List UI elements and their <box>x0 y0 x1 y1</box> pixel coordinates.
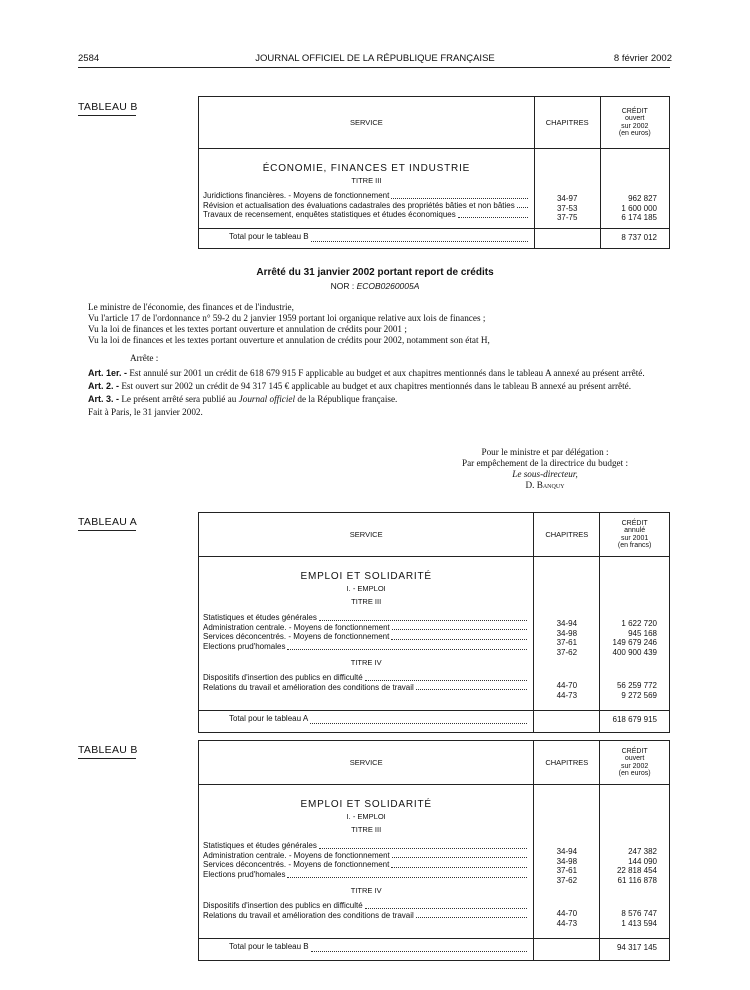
preamble-line: Le ministre de l'économie, des finances et de l'industrie, <box>88 302 294 312</box>
table-a-label: TABLEAU A <box>78 516 138 528</box>
service-cell <box>199 149 535 229</box>
titre-heading: TITRE IV <box>350 885 382 895</box>
chapitre-cell: 34-97 37-53 37-75 <box>534 149 600 229</box>
article-2: Art. 2. - Est ouvert sur 2002 un crédit de 94 317 145 € applicable au budget et aux chapitres mentionnés dans le tableau B annexé au présent arrêté. <box>88 381 632 391</box>
arrete-title: Arrêté du 31 janvier 2002 portant report de crédits <box>256 267 494 278</box>
col-header-credit: CRÉDIT ouvert sur 2002 (en euros) <box>600 741 670 785</box>
service-cell <box>199 557 534 711</box>
table-top-label-rule <box>78 115 136 116</box>
article-3: Art. 3. - Le présent arrêté sera publié au Journal officiel de la République française. <box>88 394 398 404</box>
table-row: Elections prud'homales <box>203 642 529 652</box>
col-header-credit: CRÉDIT annulé sur 2001 (en francs) <box>600 513 670 557</box>
total-label-cell: Total pour le tableau B <box>199 229 535 249</box>
journal-title: JOURNAL OFFICIEL DE LA RÉPUBLIQUE FRANÇAISE <box>255 53 495 64</box>
arrete-word: Arrête : <box>130 353 159 363</box>
table-row: Relations du travail et amélioration des conditions de travail <box>203 911 529 921</box>
department-title: ÉCONOMIE, FINANCES ET INDUSTRIE <box>262 163 471 174</box>
total-amount: 94 317 145 <box>600 939 670 961</box>
preamble-line: Vu la loi de finances et les textes portant ouverture et annulation de crédits pour 2001 ; <box>88 324 407 334</box>
articles <box>78 368 670 418</box>
table-row: Services déconcentrés. - Moyens de fonctionnement <box>203 632 529 642</box>
total-amount: 618 679 915 <box>600 711 670 733</box>
table-b-label: TABLEAU B <box>78 744 138 756</box>
section-heading: I. - EMPLOI <box>346 812 386 821</box>
total-label-cell: Total pour le tableau B <box>199 939 534 961</box>
preamble-line: Vu l'article 17 de l'ordonnance n° 59-2 du 2 janvier 1959 portant loi organique relative aux lois de finances ; <box>88 313 486 323</box>
amount-cell: 247 382 144 090 22 818 454 61 116 878 8 576 747 1 413 594 <box>600 785 670 939</box>
table-row: Statistiques et études générales <box>203 841 529 851</box>
header-rule <box>78 67 670 68</box>
col-header-chapitres: CHAPITRES <box>534 513 600 557</box>
publication-date: 8 février 2002 <box>613 53 672 64</box>
nor-reference: NOR : ECOB0260005A <box>330 281 420 291</box>
table-a-label-rule <box>78 530 136 531</box>
col-header-credit: CRÉDIT ouvert sur 2002 (en euros) <box>600 97 669 149</box>
fait-a-paris: Fait à Paris, le 31 janvier 2002. <box>88 407 203 417</box>
total-label-cell: Total pour le tableau A <box>199 711 534 733</box>
table-top-label: TABLEAU B <box>78 101 138 113</box>
section-heading: I. - EMPLOI <box>346 584 386 593</box>
total-amount: 8 737 012 <box>600 229 669 249</box>
chapitre-cell: 34-94 34-98 37-61 37-62 44-70 44-73 <box>534 785 600 939</box>
col-header-service: SERVICE <box>199 741 534 785</box>
titre-heading: TITRE III <box>351 176 382 185</box>
table-row: Travaux de recensement, enquêtes statistiques et études économiques <box>203 210 530 220</box>
preamble <box>88 302 670 368</box>
table-row: Révision et actualisation des évaluations cadastrales des propriétés bâties et non bâties <box>203 201 530 211</box>
table-row: Dispositifs d'insertion des publics en difficulté <box>203 901 529 911</box>
preamble-line: Vu la loi de finances et les textes portant ouverture et annulation de crédits pour 2002, notamment son état H, <box>88 335 490 345</box>
col-header-service: SERVICE <box>199 513 534 557</box>
article-1: Art. 1er. - Est annulé sur 2001 un crédit de 618 679 915 F applicable au budget et aux chapitres mentionnés dans le tableau A annexé au présent arrêté. <box>88 368 645 378</box>
table-b <box>198 740 670 961</box>
table-row: Administration centrale. - Moyens de fonctionnement <box>203 851 529 861</box>
signature-block: Pour le ministre et par délégation : Par empêchement de la directrice du budget : Le sous-directeur, D. Banquy <box>420 447 670 491</box>
table-row: Administration centrale. - Moyens de fonctionnement <box>203 623 529 633</box>
table-a <box>198 512 670 733</box>
service-cell <box>199 785 534 939</box>
table-row: Relations du travail et amélioration des conditions de travail <box>203 683 529 693</box>
table-b-label-rule <box>78 758 136 759</box>
page-number: 2584 <box>78 53 100 64</box>
col-header-chapitres: CHAPITRES <box>534 741 600 785</box>
table-top <box>198 96 670 249</box>
table-row: Statistiques et études générales <box>203 613 529 623</box>
amount-cell: 962 827 1 600 000 6 174 185 <box>600 149 669 229</box>
titre-heading: TITRE III <box>351 597 382 606</box>
amount-cell: 1 622 720 945 168 149 679 246 400 900 439 56 259 772 9 272 569 <box>600 557 670 711</box>
col-header-service: SERVICE <box>199 97 535 149</box>
table-row: Elections prud'homales <box>203 870 529 880</box>
table-row: Dispositifs d'insertion des publics en difficulté <box>203 673 529 683</box>
titre-heading: TITRE IV <box>350 657 382 667</box>
signatory-name: D. Banquy <box>525 480 565 490</box>
chapitre-cell: 34-94 34-98 37-61 37-62 44-70 44-73 <box>534 557 600 711</box>
department-title: EMPLOI ET SOLIDARITÉ <box>300 799 432 810</box>
table-row: Services déconcentrés. - Moyens de fonctionnement <box>203 860 529 870</box>
col-header-chapitres: CHAPITRES <box>534 97 600 149</box>
department-title: EMPLOI ET SOLIDARITÉ <box>300 571 432 582</box>
table-row: Juridictions financières. - Moyens de fonctionnement <box>203 191 530 201</box>
titre-heading: TITRE III <box>351 825 382 834</box>
